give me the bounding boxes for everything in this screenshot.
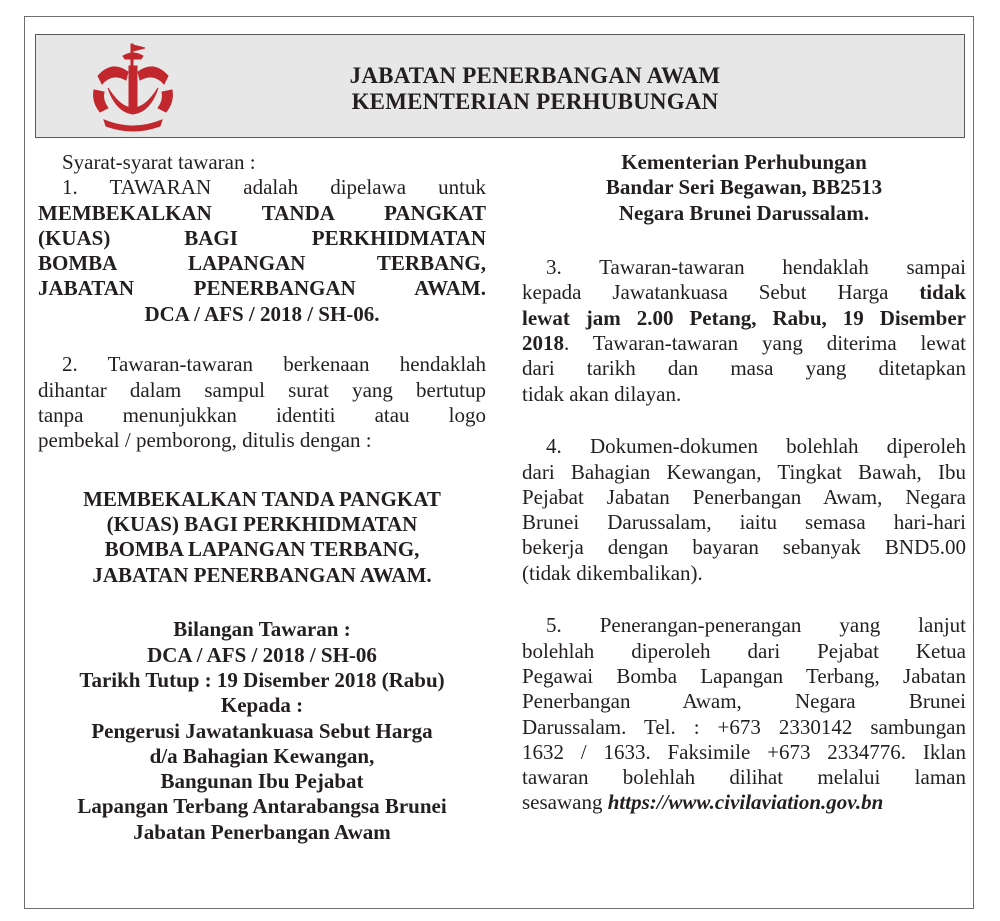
envelope-title-line: MEMBEKALKAN TANDA PANGKAT: [83, 486, 441, 511]
address-line: d/a Bahagian Kewangan,: [149, 743, 375, 768]
address-line: Negara Brunei Darussalam.: [618, 200, 870, 225]
clause-4: [522, 434, 966, 586]
clause-4-line: Brunei Darussalam, iaitu semasa hari-hari: [522, 510, 966, 535]
clause-4-line: dari Bahagian Kewangan, Tingkat Bawah, Ibu: [522, 459, 966, 484]
ministry-name: KEMENTERIAN PERHUBUNGAN: [351, 89, 719, 114]
clause-1-line: 1. TAWARAN adalah dipelawa untuk: [62, 175, 486, 200]
clause-5-line: bolehlah diperoleh dari Pejabat Ketua: [522, 638, 966, 663]
clause-1-line: BOMBA LAPANGAN TERBANG,: [38, 251, 486, 276]
submission-address: [38, 617, 486, 845]
address-line: Lapangan Terbang Antarabangsa Brunei: [77, 794, 447, 819]
left-column: [38, 150, 486, 845]
address-line: Kepada :: [220, 693, 304, 718]
clause-3-line: dari tarikh dan masa yang ditetapkan: [522, 356, 966, 381]
address-line: Pengerusi Jawatankuasa Sebut Harga: [91, 718, 433, 743]
envelope-title-line: BOMBA LAPANGAN TERBANG,: [104, 537, 420, 562]
website-url[interactable]: https://www.civilaviation.gov.bn: [607, 790, 884, 815]
clause-3-line: kepada Jawatankuasa Sebut Harga tidak: [522, 280, 966, 305]
envelope-title-line: JABATAN PENERBANGAN AWAM.: [92, 562, 432, 587]
clause-4-line: Pejabat Jabatan Penerbangan Awam, Negara: [522, 484, 966, 509]
closing-deadline: lewat jam 2.00 Petang, Rabu, 19 Disember: [522, 305, 966, 330]
clause-5-line: Pegawai Bomba Lapangan Terbang, Jabatan: [522, 663, 966, 688]
clause-5-line: Penerbangan Awam, Negara Brunei: [522, 689, 966, 714]
clause-5-line: Darussalam. Tel. : +673 2330142 sambungan: [522, 714, 966, 739]
clause-3-line: tidak akan dilayan.: [522, 381, 682, 406]
address-line: Jabatan Penerbangan Awam: [133, 819, 391, 844]
clause-2-line: pembekal / pemborong, ditulis dengan :: [38, 428, 372, 453]
clause-1-line: JABATAN PENERBANGAN AWAM.: [38, 276, 486, 301]
clause-5-line: tawaran bolehlah dilihat melalui laman: [522, 765, 966, 790]
address-line: Bangunan Ibu Pejabat: [160, 769, 364, 794]
clause-3-line: 3. Tawaran-tawaran hendaklah sampai: [546, 255, 966, 280]
clause-5-line: 5. Penerangan-penerangan yang lanjut: [546, 613, 966, 638]
clause-5-line: sesawang https://www.civilaviation.gov.bn: [522, 790, 884, 815]
address-continued: [522, 150, 966, 226]
intro-text: Syarat-syarat tawaran :: [62, 150, 256, 174]
clause-4-line: 4. Dokumen-dokumen bolehlah diperoleh: [546, 434, 966, 459]
tender-reference: DCA / AFS / 2018 / SH-06.: [144, 301, 380, 326]
address-line: Tarikh Tutup : 19 Disember 2018 (Rabu): [79, 667, 445, 692]
clause-3-line: 2018. Tawaran-tawaran yang diterima lewat: [522, 331, 966, 356]
clause-5: [522, 613, 966, 815]
clause-1-line: (KUAS) BAGI PERKHIDMATAN: [38, 225, 486, 250]
clause-3: [522, 255, 966, 407]
envelope-title-line: (KUAS) BAGI PERKHIDMATAN: [106, 512, 418, 537]
address-line: Bandar Seri Begawan, BB2513: [605, 175, 883, 200]
clause-4-line: (tidak dikembalikan).: [522, 560, 703, 585]
department-name: JABATAN PENERBANGAN AWAM: [349, 63, 721, 88]
address-line: DCA / AFS / 2018 / SH-06: [147, 642, 377, 667]
header-banner: [35, 34, 965, 138]
right-column: [522, 150, 966, 816]
clause-1-line: MEMBEKALKAN TANDA PANGKAT: [38, 200, 486, 225]
clause-2: [38, 352, 486, 453]
clause-2-line: tanpa menunjukkan identiti atau logo: [38, 402, 486, 427]
clause-5-line: 1632 / 1633. Faksimile +673 2334776. Iklan: [522, 739, 966, 764]
address-line: Bilangan Tawaran :: [173, 617, 351, 642]
clause-1: [38, 175, 486, 327]
envelope-title: [38, 487, 486, 588]
clause-2-line: dihantar dalam sampul surat yang bertutup: [38, 377, 486, 402]
clause-2-line: 2. Tawaran-tawaran berkenaan hendaklah: [62, 352, 486, 377]
clause-4-line: bekerja dengan bayaran sebanyak BND5.00: [522, 535, 966, 560]
address-line: Kementerian Perhubungan: [621, 150, 867, 174]
